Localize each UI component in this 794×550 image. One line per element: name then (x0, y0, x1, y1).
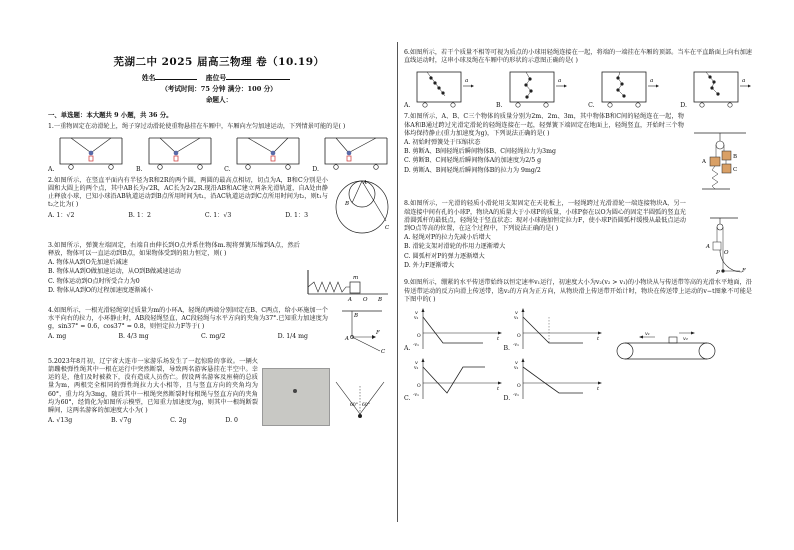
q5-option-d[interactable]: D. 0 (225, 417, 238, 425)
q3-option-d[interactable]: D. 物体从A到O的过程加速度逐渐减小 (48, 286, 153, 294)
svg-text:O: O (417, 333, 422, 339)
q3-option-a[interactable]: A. 物体从A到O先加速后减速 (48, 259, 128, 267)
q1-figure-c (234, 134, 302, 174)
q3-option-b[interactable]: B. 物体从A到O做加速运动，从O到B做减速运动 (48, 268, 181, 276)
svg-text:v: v (514, 309, 518, 316)
question-5-options (48, 417, 258, 425)
question-1 (48, 123, 390, 174)
q9-option-c[interactable]: C. v v₂ O -v₁ t (404, 357, 503, 403)
svg-text:-v₁: -v₁ (413, 392, 420, 398)
q3-label-a: A (348, 296, 352, 303)
svg-text:-v₁: -v₁ (413, 342, 420, 348)
svg-text:a: a (649, 78, 653, 85)
question-9 (404, 279, 752, 403)
q1-option-c[interactable]: C. (224, 134, 301, 174)
svg-text:v₂: v₂ (414, 315, 419, 321)
student-info-row (48, 74, 390, 83)
q9-graph-a (413, 307, 503, 353)
svg-text:v: v (415, 359, 419, 366)
q2-label-c: C (385, 224, 390, 231)
q4-label-f: F (376, 329, 380, 336)
q2-option-b[interactable]: B. 1：2 (128, 211, 151, 219)
q8-option-d[interactable]: D. 外力F逐渐增大 (404, 261, 455, 269)
question-9-text: 9.如图所示，绷紧的水平传送带始终以恒定速率v₁运行，初速度大小为v₂(v₂ > v₁)的小物块从与传送带等高的光滑水平地面，沿传送带运动的反方向滑上传送带，选v₂的方向为正方向，从物块滑上传送带开始计时，物块在传送带上运动的v−t图象不可能是下图中的( ) (404, 279, 752, 303)
q4-option-b[interactable]: B. 4/3 mg (118, 333, 149, 341)
q2-circles-figure (332, 177, 390, 239)
q6-option-a[interactable]: A. a (404, 68, 475, 110)
question-2 (48, 177, 390, 239)
q6-option-c[interactable]: C. a (588, 68, 659, 110)
question-3-text: 3.如图所示，弹簧左端固定，右端自由伸长到O点并系住物体m.现将弹簧压缩到A点，然后释放，物体可以一直运动到B点，如果物体受到的阻力恒定，则( ) (48, 241, 300, 258)
question-4 (48, 307, 390, 355)
svg-text:-v₁: -v₁ (513, 392, 520, 398)
q7-label-a: A (702, 159, 706, 166)
question-3 (48, 242, 390, 304)
name-label: 姓名 (141, 73, 156, 82)
q1-option-a[interactable]: A. (48, 134, 125, 174)
question-1-text: 1.一重物固定在动滑轮上，绳子穿过动滑轮使重物悬挂在车厢中，车厢向左匀加速运动，下列情景可能的是( ) (48, 122, 346, 130)
svg-text:t: t (497, 385, 500, 392)
q6-figure-b (506, 68, 568, 110)
svg-text:a: a (557, 78, 561, 85)
svg-text:-v₁: -v₁ (512, 342, 519, 348)
question-5 (48, 358, 390, 426)
q1-figure-b (146, 134, 214, 174)
q5-angle-left: 60° (350, 402, 358, 408)
q8-arc-figure (690, 214, 752, 276)
q5-angle-right: 60° (362, 402, 370, 408)
q7-label-b: B (733, 154, 738, 161)
q4-label-b: B (354, 312, 359, 319)
q3-label-o: O (363, 296, 368, 303)
name-field[interactable] (155, 74, 197, 80)
seat-field[interactable] (226, 74, 290, 80)
q3-spring-figure (304, 260, 390, 304)
q7-option-d[interactable]: D. 剪断A、B间轻绳后瞬间物体B的拉力为 9mg/2 (404, 166, 541, 174)
q1-option-b[interactable]: B. (136, 134, 214, 174)
q8-option-a[interactable]: A. 轻绳对P的拉力先减小后增大 (404, 234, 491, 242)
q6-option-d[interactable]: D. a (680, 68, 752, 110)
q8-label-f: F (742, 268, 746, 275)
svg-text:a: a (465, 78, 469, 85)
q5-option-b[interactable]: B. √7g (111, 417, 132, 425)
q1-option-d[interactable]: D. (312, 134, 390, 174)
q1-figure-d (322, 134, 390, 174)
question-8-text: 8.如图所示，一光滑的轻质小滑轮用支架固定在天花板上，一轻绳跨过光滑滑轮一端连接物块A，另一端连接中间有孔的小球P，物块A的质量大于小球P的质量，小球P套在以O为圆心的固定半圆弧的竖直光滑圆弧杆的最低点，轻绳处于竖直状态；现对小球施加恒定拉力F，使小球P沿圆弧杆缓慢从最低点运动到O点等高的位置，在这个过程中，下列说法正确的是( ) (404, 200, 686, 232)
q9-graph-d (513, 357, 603, 403)
column-divider (397, 42, 398, 522)
q9-graph-b (513, 307, 603, 353)
q5-option-c[interactable]: C. 2g (170, 417, 187, 425)
q7-option-c[interactable]: C. 剪断B、C间轻绳后瞬间物体A的加速度为2/5 g (404, 157, 542, 165)
svg-text:t: t (497, 335, 500, 342)
left-column (48, 46, 390, 426)
question-2-options (48, 212, 328, 220)
question-6-text: 6.如图所示，若干个质量不相等可视为质点的小球用轻绳连接在一起，将端的一端挂在车厢的顶部。当车在平直路面上向右加速直线运动时，这串小球及绳在车厢中的形状的示意图正确的是( ) (404, 49, 752, 65)
svg-text:a: a (741, 78, 746, 85)
svg-text:v₂: v₂ (514, 365, 519, 371)
question-5-text: 5.2023年8月初，辽宁省大连市一家游乐场发生了一起惊险的事故。一辆火箭蹦极弹性绳其中一根在运行中突然断裂，导致两名游客悬挂在半空中。幸运的是，他们及时被救下，没有造成人员伤亡。假设两名游客及座椅的总质量为m，两根完全相同的弹性绳拉力大小相等，且与竖直方向的夹角均为60°，重力均为3mg，随后其中一根绳突然断裂时每根绳与竖直方向的夹角均为60°，经简化为如图所示模型，已知重力加速度为g，则其中一根绳断裂瞬间，这两名游客的加速度大小为( ) (48, 357, 258, 414)
q4-option-a[interactable]: A. mg (48, 333, 67, 341)
exam-title: 芜湖二中 2025 届高三物理 卷（10.19） (113, 56, 325, 68)
question-7 (404, 113, 752, 197)
question-2-text: 2.如图所示，在竖直平面内有半径为R和2R的两个圆，两圆的最高点相切，切点为A，B和C分别是小圆和大圆上的两个点，其中AB长为√2R，AC长为2√2R.现沿AB和AC建立两条光滑轨道，自A处由静止释放小球，已知小球沿AB轨道运动到B点所用时间为t₁，沿AC轨道运动到C点所用时间为t₂，则t₁与t₂之比为( ) (48, 176, 328, 209)
q8-label-p: P (716, 270, 720, 277)
q4-option-d[interactable]: D. 1/4 mg (277, 333, 308, 341)
q1-figure-a (57, 134, 125, 174)
q7-pulley-figure (688, 129, 752, 197)
q3-label-m: m (353, 274, 359, 281)
q5-rope-figure (330, 376, 390, 426)
svg-text:t: t (596, 335, 599, 342)
question-8 (404, 200, 752, 276)
svg-text:v: v (515, 359, 519, 366)
q9-option-b[interactable]: B. v v₂ O -v₁ t (503, 307, 603, 353)
question-4-text: 4.如图所示，一根光滑轻绳穿过质量为m的小环A，轻绳的两端分别固定在B、C两点，给小环施加一个水平向右的拉力，小环静止时，AB段轻绳竖直，AC段轻绳与水平方向的夹角为37°.已知重力加速度为g，sin37° = 0.6，cos37° = 0.8，则恒定拉力F等于( ) (48, 306, 328, 331)
q7-option-b[interactable]: B. 剪断A、B间轻绳后瞬间物体B、C间轻绳拉力为3mg (404, 148, 556, 156)
q9-option-a[interactable]: A. v v₂ O -v₁ t (404, 307, 503, 353)
svg-text:v: v (415, 309, 419, 316)
q9-graph-c (413, 357, 503, 403)
question-7-text: 7.如图所示，A、B、C三个物体的质量分别为2m、2m、3m，其中物体B和C间的轻绳连在一起，物体A和B通过跨过光滑定滑轮的轻绳连接在一起，轻弹簧下端固定在地面上，轻绳竖直，开始时三个物体均保持静止(重力加速度为g)，下列说法正确的是( ) (404, 113, 684, 137)
question-6 (404, 49, 752, 110)
q8-option-b[interactable]: B. 滑轮支架对滑轮的作用力逐渐增大 (404, 243, 506, 251)
svg-text:O: O (517, 383, 521, 389)
svg-text:v₂: v₂ (513, 315, 519, 321)
q8-option-c[interactable]: C. 圆弧杆对P的弹力逐渐增大 (404, 252, 485, 260)
question-4-options (48, 333, 328, 341)
q9-belt-v2: v₂ (683, 335, 689, 342)
svg-text:O: O (417, 383, 422, 389)
q2-option-d[interactable]: D. 1：3 (285, 211, 308, 219)
q6-figure-c (598, 68, 660, 110)
svg-text:O: O (516, 333, 521, 339)
q7-option-a[interactable]: A. 初始时弹簧处于压缩状态 (404, 138, 481, 146)
q4-label-a: A (345, 335, 349, 342)
question-6-figures (404, 68, 752, 110)
q4-ring-figure (332, 307, 390, 355)
right-column (404, 46, 752, 403)
question-1-figures (48, 134, 390, 174)
q6-figure-a (413, 68, 475, 110)
exam-time-info: （考试时间：75 分钟 满分：100 分） (161, 84, 277, 93)
q4-option-c[interactable]: C. mg/2 (201, 333, 226, 341)
q2-label-b: B (345, 200, 350, 207)
q3-option-c[interactable]: C. 物体运动到O点时所受合力为0 (48, 277, 140, 285)
q9-option-d[interactable]: D. v v₂ O -v₁ t (503, 357, 603, 403)
q6-option-b[interactable]: B. a (496, 68, 568, 110)
section-heading: 一、单选题：本大题共 9 小题，共 36 分。 (48, 111, 173, 120)
q8-label-o: O (724, 250, 729, 257)
q3-label-b: B (378, 296, 383, 303)
q6-figure-d (690, 68, 752, 110)
svg-text:t: t (597, 385, 600, 392)
q5-photo (262, 368, 330, 426)
q7-label-c: C (733, 167, 738, 174)
seat-label: 座位号 (205, 73, 227, 82)
q2-option-a[interactable]: A. 1：√2 (48, 211, 75, 219)
q2-option-c[interactable]: C. 1：√3 (204, 211, 232, 219)
q4-label-c: C (381, 348, 386, 355)
q2-label-a: A (363, 179, 367, 186)
setter-label: 命题人： (205, 95, 233, 104)
svg-text:v₂: v₂ (414, 365, 419, 371)
q9-belt-v1: v₁ (645, 330, 651, 337)
q9-conveyor-figure (603, 329, 723, 379)
q8-label-a: A (706, 244, 710, 251)
q5-option-a[interactable]: A. √13g (48, 417, 73, 425)
